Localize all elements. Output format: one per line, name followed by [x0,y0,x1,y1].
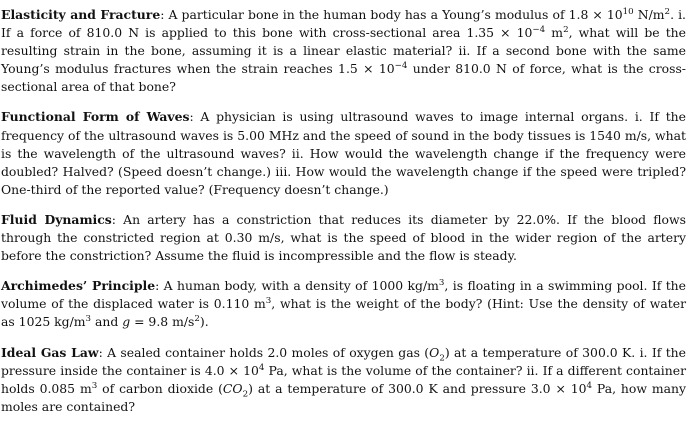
problem-text: : A physician is using ultrasound waves to image internal organs. i. If the frequency of the ultrasound waves is 5.00 MHz and the speed of sound in the body tissues is 1540 m/s, what is the wavelength of the ultrasound waves? ii. How would the wavelength change if the frequency were doubled? Halved? (Speed doesn’t change.) iii. How would the wavelength change if the speed were tripled? One-third of the reported value? (Frequency doesn’t change.) [1,109,686,197]
problem-elasticity-fracture: Elasticity and Fracture: A particular bone in the human body has a Young’s modulus of $1.8 \times 10^{10}$ $N/m^2$. i. If a force of 810.0 N is applied to this bone with cross-sectional area $1.35 \times 10^{-4}$ $m^2$, what will be the resulting strain in the bone, assuming it is a linear elastic material? ii. If a second bone with the same Young’s modulus fractures when the strain reaches $1.5 \times 10^{-4}$ under 810.0 N of force, what is the cross-sectional area of that bone? [1,6,686,95]
problem-text: : An artery has a constriction that reduces its diameter by 22.0%. If the blood flows through the constricted region at 0.30 m/s, what is the speed of blood in the wider region of the artery before the constriction? Assume the fluid is incompressible and the flow is steady. [1,211,686,264]
problem-title: Functional Form of Waves [1,109,190,125]
problem-functional-form-waves [1,108,686,198]
problem-fluid-dynamics [1,211,686,265]
problem-title: Elasticity and Fracture [1,7,161,22]
problem-title: Ideal Gas Law [1,344,99,360]
problem-title: Archimedes’ Principle [1,278,156,294]
problem-archimedes-principle: Archimedes’ Principle: A human body, with a density of 1000 $kg/m^3$, is floating in a swimming pool. If the volume of the displaced water is 0.110 $m^3$, what is the weight of the body? (Hint: Use the density of water as 1025 $kg/m^3$ and g = 9.8 $m/s^2$). [1,278,686,330]
problem-ideal-gas-law: Ideal Gas Law: A sealed container holds 2.0 moles of oxygen gas $(O_2)$ at a temperature of 300.0 K. i. If the pressure inside the container is $4.0 \times 10^4$ Pa, what is the volume of the container? ii. If a different container holds 0.085 $m^3$ of carbon dioxide $(CO_2)$ at a temperature of 300.0 K and pressure $3.0 \times 10^4$ Pa, how many moles are contained? [1,344,686,414]
problem-title: Fluid Dynamics [1,211,112,227]
